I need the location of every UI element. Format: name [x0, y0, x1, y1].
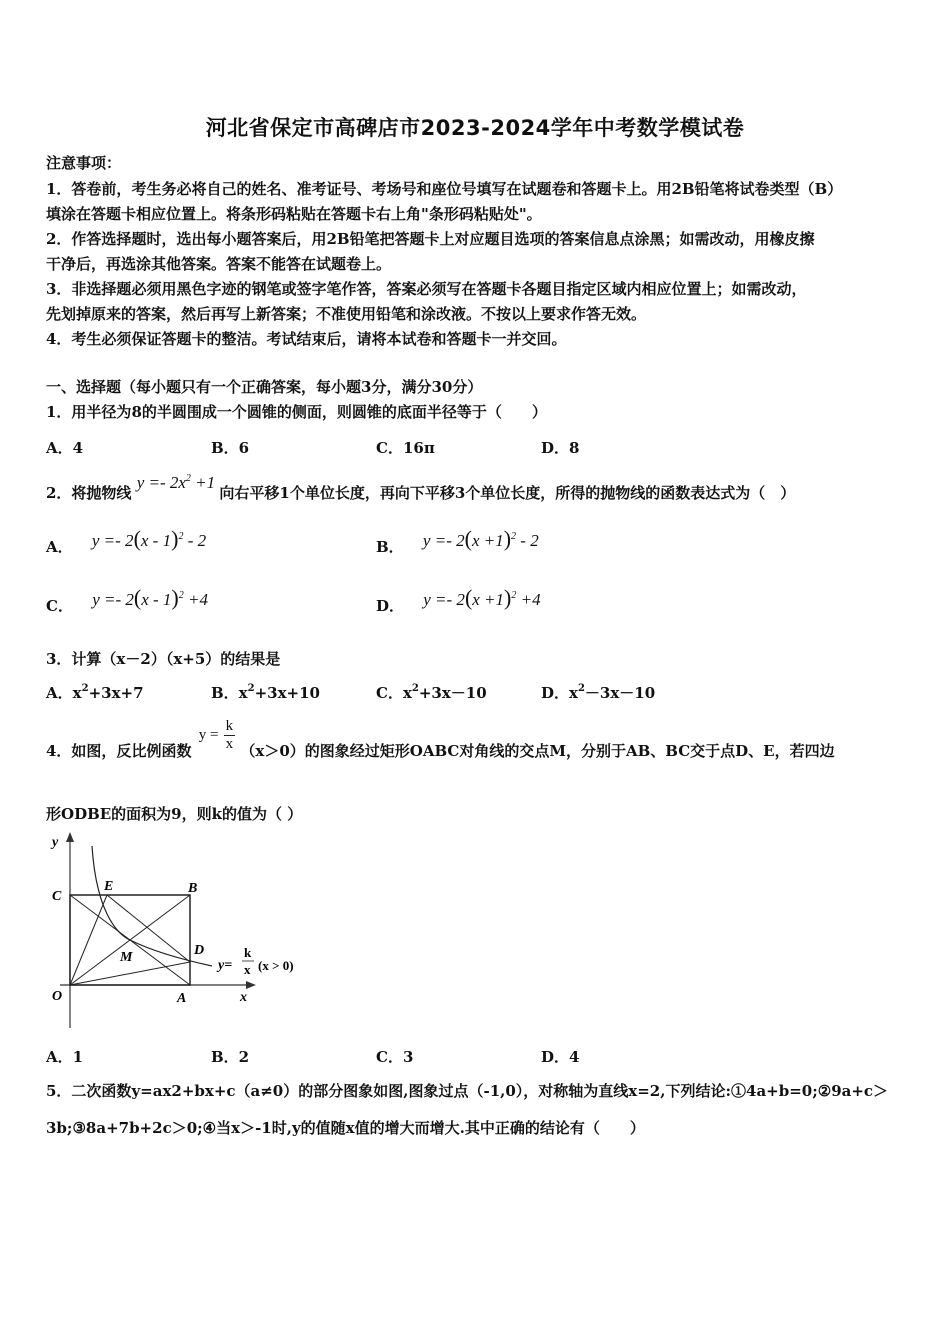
q1-option-c: C．16π	[376, 439, 435, 457]
q5-line-2: 3b;③8a+7b+2c＞0;④当x＞-1时,y的值随x值的增大而增大.其中正确的结论有（ ）	[46, 1119, 645, 1137]
q2-expression: $y =- 2x^2 +1$	[136, 473, 216, 492]
eq-den: x	[244, 962, 251, 977]
label-d: D	[194, 943, 205, 958]
notice-line-3: 2．作答选择题时，选出每小题答案后，用2B铅笔把答题卡上对应题目选项的答案信息点涂黑；如需改动，用橡皮擦	[46, 230, 815, 248]
q4-option-d: D．4	[541, 1048, 580, 1066]
q2-option-b: B． $y =- 2(x +1)^2 - 2$	[376, 526, 539, 556]
label-e: E	[104, 879, 114, 894]
q1-stem: 1．用半径为8的半圆围成一个圆锥的侧面，则圆锥的底面半径等于（ ）	[46, 403, 547, 421]
page-title: 河北省保定市高碑店市2023-2024学年中考数学模试卷	[205, 116, 745, 140]
q3-option-c: C．$x^2+3x-10$	[376, 683, 487, 702]
q4-option-b: B．2	[211, 1048, 250, 1066]
q2-stem-pre: 2．将抛物线	[46, 484, 132, 502]
q2-option-c: C． y =- 2(x - 1)$^2$ +4	[46, 585, 208, 615]
q4-option-a: A．1	[46, 1048, 84, 1066]
label-x: x	[240, 990, 247, 1005]
x-axis-arrow-icon	[246, 981, 256, 989]
q2-stem-post: 向右平移1个单位长度，再向下平移3个单位长度，所得的抛物线的函数表达式为（ ）	[219, 484, 796, 502]
label-b: B	[188, 881, 198, 896]
q4-figure	[40, 828, 320, 1033]
q3-option-d: D．$x^2-3x-10$	[541, 683, 656, 702]
q2-stem	[46, 473, 796, 503]
notice-line-5: 3．非选择题必须用黑色字迹的钢笔或签字笔作答，答案必须写在答题卡各题目指定区域内相应位置上；如需改动，	[46, 280, 807, 298]
eq-num: k	[244, 945, 252, 960]
q4-stem-post: （x＞0）的图象经过矩形OABC对角线的交点M，分别于AB、BC交于点D、E，若四边	[240, 742, 835, 760]
q3-option-b: B．$x^2+3x+10$	[211, 683, 320, 702]
q4-stem	[46, 718, 835, 760]
section-heading: 一、选择题（每小题只有一个正确答案，每小题3分，满分30分）	[46, 378, 483, 396]
segment-od	[70, 962, 190, 985]
q2-option-d: D． $y =- 2(x +1)^2 +4$	[376, 585, 541, 615]
q4-option-c: C．3	[376, 1048, 414, 1066]
q4-stem-line-2: 形ODBE的面积为9，则k的值为（ ）	[46, 805, 303, 823]
label-c: C	[52, 889, 62, 904]
label-m: M	[120, 950, 133, 965]
q3-option-a: A．$x^2+3x+7$	[46, 683, 144, 702]
label-a: A	[177, 991, 187, 1006]
notice-line-7: 4．考生必须保证答题卡的整洁。考试结束后，请将本试卷和答题卡一并交回。	[46, 330, 567, 348]
notice-line-6: 先划掉原来的答案，然后再写上新答案；不准使用铅笔和涂改液。不按以上要求作答无效。	[46, 305, 647, 323]
y-axis-arrow-icon	[66, 832, 74, 842]
q1-option-d: D．8	[541, 439, 580, 457]
notice-line-2: 填涂在答题卡相应位置上。将条形码粘贴在答题卡右上角"条形码粘贴处"。	[46, 205, 542, 223]
q2-option-a: A． y =- 2(x - 1)$^2$ - 2	[46, 526, 207, 556]
q4-fraction: y = $\frac{k}{x}$	[198, 718, 234, 752]
q4-stem-pre: 4．如图，反比例函数	[46, 742, 192, 760]
eq-condition: (x > 0)	[258, 958, 294, 973]
q1-option-a: A．4	[46, 439, 84, 457]
notice-heading: 注意事项：	[46, 154, 122, 172]
q3-stem: 3．计算（x－2）（x+5）的结果是	[46, 650, 281, 668]
label-y: y	[52, 835, 59, 850]
notice-line-4: 干净后，再选涂其他答案。答案不能答在试题卷上。	[46, 255, 392, 273]
q5-line-1: 5．二次函数y=ax2+bx+c（a≠0）的部分图象如图,图象过点（-1,0），对称轴为直线x=2,下列结论:①4a+b=0;②9a+c＞	[46, 1082, 889, 1100]
label-o: O	[52, 989, 63, 1004]
q1-option-b: B．6	[211, 439, 250, 457]
notice-line-1: 1．答卷前，考生务必将自己的姓名、准考证号、考场号和座位号填写在试题卷和答题卡上。用2B铅笔将试卷类型（B）	[46, 180, 843, 198]
eq-y: y=	[218, 958, 233, 973]
